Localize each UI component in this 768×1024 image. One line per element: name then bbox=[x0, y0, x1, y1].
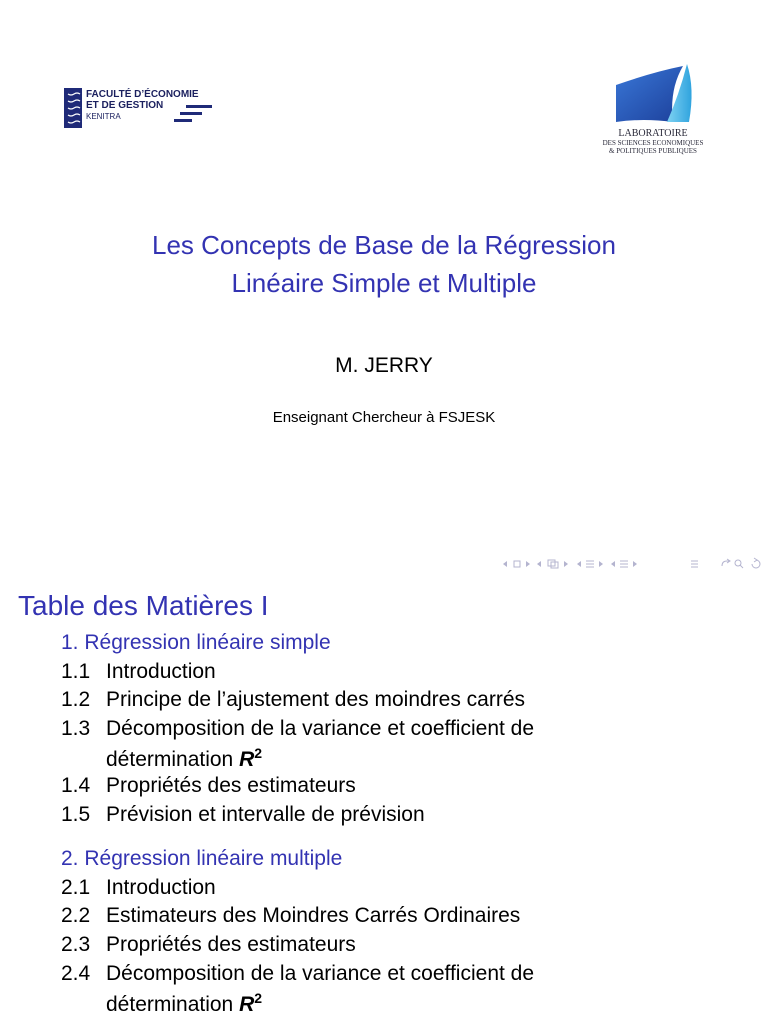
laboratory-logo bbox=[583, 60, 723, 160]
faculty-name-line2: ET DE GESTION bbox=[86, 100, 164, 111]
toc-item-continuation[interactable] bbox=[106, 990, 262, 1017]
nav-section-icon[interactable] bbox=[577, 561, 603, 567]
toc-item-label: Propriétés des estimateurs bbox=[106, 774, 356, 797]
toc-item-label: Introduction bbox=[106, 876, 216, 899]
toc-item[interactable] bbox=[61, 717, 534, 741]
toc-item-number: 2.3 bbox=[61, 933, 91, 956]
toc-item-number: 1.3 bbox=[61, 717, 91, 740]
title-line-2: Linéaire Simple et Multiple bbox=[231, 268, 537, 298]
faculty-name-line1: FACULTÉ D’ÉCONOMIE bbox=[86, 89, 199, 100]
toc-slide bbox=[0, 576, 768, 1024]
r-squared-symbol: $R^2$ bbox=[239, 745, 263, 771]
toc-item-number: 1.5 bbox=[61, 803, 91, 826]
toc-item[interactable] bbox=[61, 803, 425, 827]
toc-item-continuation-text: détermination bbox=[106, 993, 234, 1016]
author-affiliation: Enseignant Chercheur à FSJESK bbox=[272, 409, 496, 426]
r-squared-symbol: $R^2$ bbox=[239, 990, 263, 1016]
toc-item-label: Principe de l’ajustement des moindres carrés bbox=[106, 688, 526, 711]
toc-item-number: 1.4 bbox=[61, 774, 91, 797]
faculty-stripes-icon bbox=[172, 104, 212, 124]
toc-item-label: Prévision et intervalle de prévision bbox=[106, 803, 425, 826]
beamer-nav-bar[interactable] bbox=[498, 556, 763, 572]
lab-logo-swoosh-icon bbox=[583, 60, 723, 130]
lab-name-line1: LABORATOIRE bbox=[618, 128, 688, 139]
toc-item[interactable] bbox=[61, 904, 520, 928]
toc-item[interactable] bbox=[61, 933, 356, 957]
toc-section-2[interactable]: 2. Régression linéaire multiple bbox=[61, 847, 343, 870]
toc-item-continuation-text: détermination bbox=[106, 748, 234, 771]
toc-item-label: Décomposition de la variance et coefficient de bbox=[106, 962, 535, 985]
nav-search-icon[interactable] bbox=[735, 560, 743, 568]
toc-item[interactable] bbox=[61, 962, 534, 986]
toc-item-label: Propriétés des estimateurs bbox=[106, 933, 356, 956]
toc-title: Table des Matières I bbox=[18, 590, 269, 621]
nav-back-icon[interactable] bbox=[722, 559, 730, 566]
toc-item-number: 2.2 bbox=[61, 904, 91, 927]
toc-item-number: 2.4 bbox=[61, 962, 91, 985]
lab-name-line2: DES SCIENCES ECONOMIQUES bbox=[602, 139, 704, 147]
toc-item-number: 2.1 bbox=[61, 876, 91, 899]
toc-item-continuation[interactable] bbox=[106, 745, 262, 772]
nav-loop-icon[interactable] bbox=[752, 558, 760, 568]
toc-item-number: 1.1 bbox=[61, 660, 91, 683]
faculty-city: KENITRA bbox=[86, 112, 121, 121]
toc-item[interactable] bbox=[61, 876, 216, 900]
nav-subsection-icon[interactable] bbox=[537, 560, 568, 568]
nav-frame-icon[interactable] bbox=[503, 561, 530, 567]
toc-item-label: Estimateurs des Moindres Carrés Ordinaires bbox=[106, 904, 521, 927]
faculty-emblem-icon bbox=[64, 88, 84, 128]
author-name: M. JERRY bbox=[335, 354, 433, 377]
toc-item-number: 1.2 bbox=[61, 688, 91, 711]
toc-item[interactable] bbox=[61, 774, 356, 798]
toc-item-label: Décomposition de la variance et coefficient de bbox=[106, 717, 535, 740]
toc-item-label: Introduction bbox=[106, 660, 216, 683]
toc-section-1[interactable]: 1. Régression linéaire simple bbox=[61, 631, 331, 654]
nav-presentation-icon[interactable] bbox=[611, 561, 637, 567]
lab-name-line3: & POLITIQUES PUBLIQUES bbox=[609, 147, 697, 155]
faculty-logo bbox=[64, 88, 214, 128]
presentation-title bbox=[0, 226, 768, 302]
title-line-1: Les Concepts de Base de la Régression bbox=[152, 230, 616, 260]
nav-appendix-icon[interactable] bbox=[691, 561, 698, 567]
toc-item[interactable] bbox=[61, 688, 525, 712]
toc-item[interactable] bbox=[61, 660, 216, 684]
